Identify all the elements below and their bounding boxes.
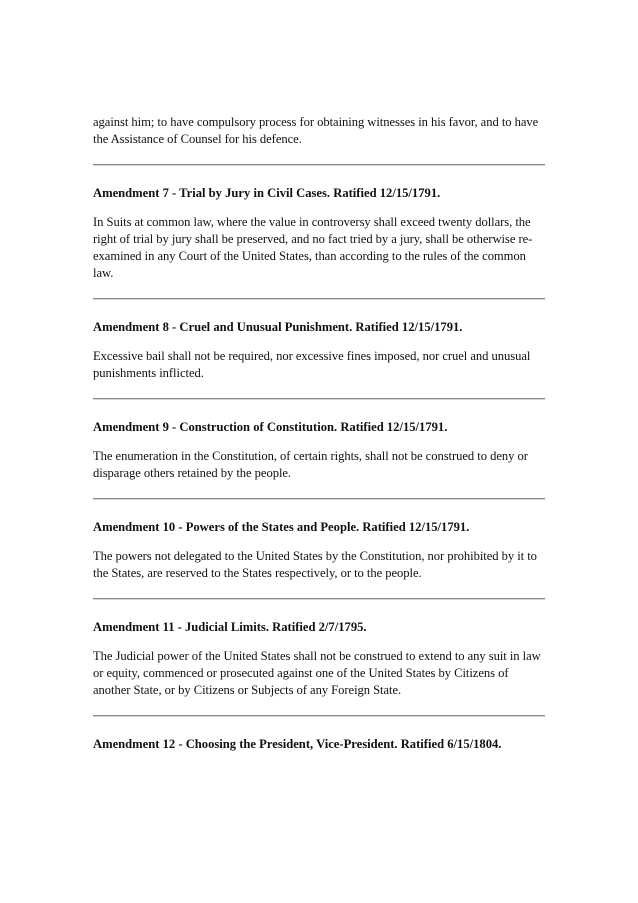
amendment-8-section bbox=[93, 319, 545, 382]
section-divider bbox=[93, 598, 545, 600]
amendment-9-body: The enumeration in the Constitution, of certain rights, shall not be construed to deny or disparage others retained by the people. bbox=[93, 449, 528, 480]
section-divider bbox=[93, 715, 545, 717]
amendment-8-body: Excessive bail shall not be required, nor excessive fines imposed, nor cruel and unusual punishments inflicted. bbox=[93, 349, 531, 380]
amendment-7-heading: Amendment 7 - Trial by Jury in Civil Cases. Ratified 12/15/1791. bbox=[93, 186, 441, 200]
amendment-11-body: The Judicial power of the United States shall not be construed to extend to any suit in law or equity, commenced or prosecuted against one of the United States by Citizens of another State, or by Citizens or Subjects of any Foreign State. bbox=[93, 649, 541, 697]
section-divider bbox=[93, 498, 545, 500]
amendment-10-body: The powers not delegated to the United States by the Constitution, nor prohibited by it to the States, are reserved to the States respectively, or to the people. bbox=[93, 549, 537, 580]
intro-paragraph: against him; to have compulsory process for obtaining witnesses in his favor, and to have the Assistance of Counsel for his defence. bbox=[93, 115, 539, 146]
section-divider bbox=[93, 164, 545, 166]
amendment-11-heading: Amendment 11 - Judicial Limits. Ratified 2/7/1795. bbox=[93, 620, 367, 634]
amendment-11-section bbox=[93, 619, 545, 699]
amendment-10-section bbox=[93, 519, 545, 582]
amendment-12-heading: Amendment 12 - Choosing the President, Vice-President. Ratified 6/15/1804. bbox=[93, 737, 502, 751]
amendment-9-section bbox=[93, 419, 545, 482]
section-divider bbox=[93, 298, 545, 300]
document-page bbox=[93, 114, 545, 753]
amendment-7-section bbox=[93, 185, 545, 282]
section-divider bbox=[93, 398, 545, 400]
amendment-7-body: In Suits at common law, where the value in controversy shall exceed twenty dollars, the right of trial by jury shall be preserved, and no fact tried by a jury, shall be otherwise re-examined in any Court of the United States, than according to the rules of the common law. bbox=[93, 215, 533, 280]
amendment-12-section bbox=[93, 736, 545, 753]
amendment-9-heading: Amendment 9 - Construction of Constitution. Ratified 12/15/1791. bbox=[93, 420, 448, 434]
amendment-8-heading: Amendment 8 - Cruel and Unusual Punishment. Ratified 12/15/1791. bbox=[93, 320, 463, 334]
amendment-10-heading: Amendment 10 - Powers of the States and People. Ratified 12/15/1791. bbox=[93, 520, 470, 534]
